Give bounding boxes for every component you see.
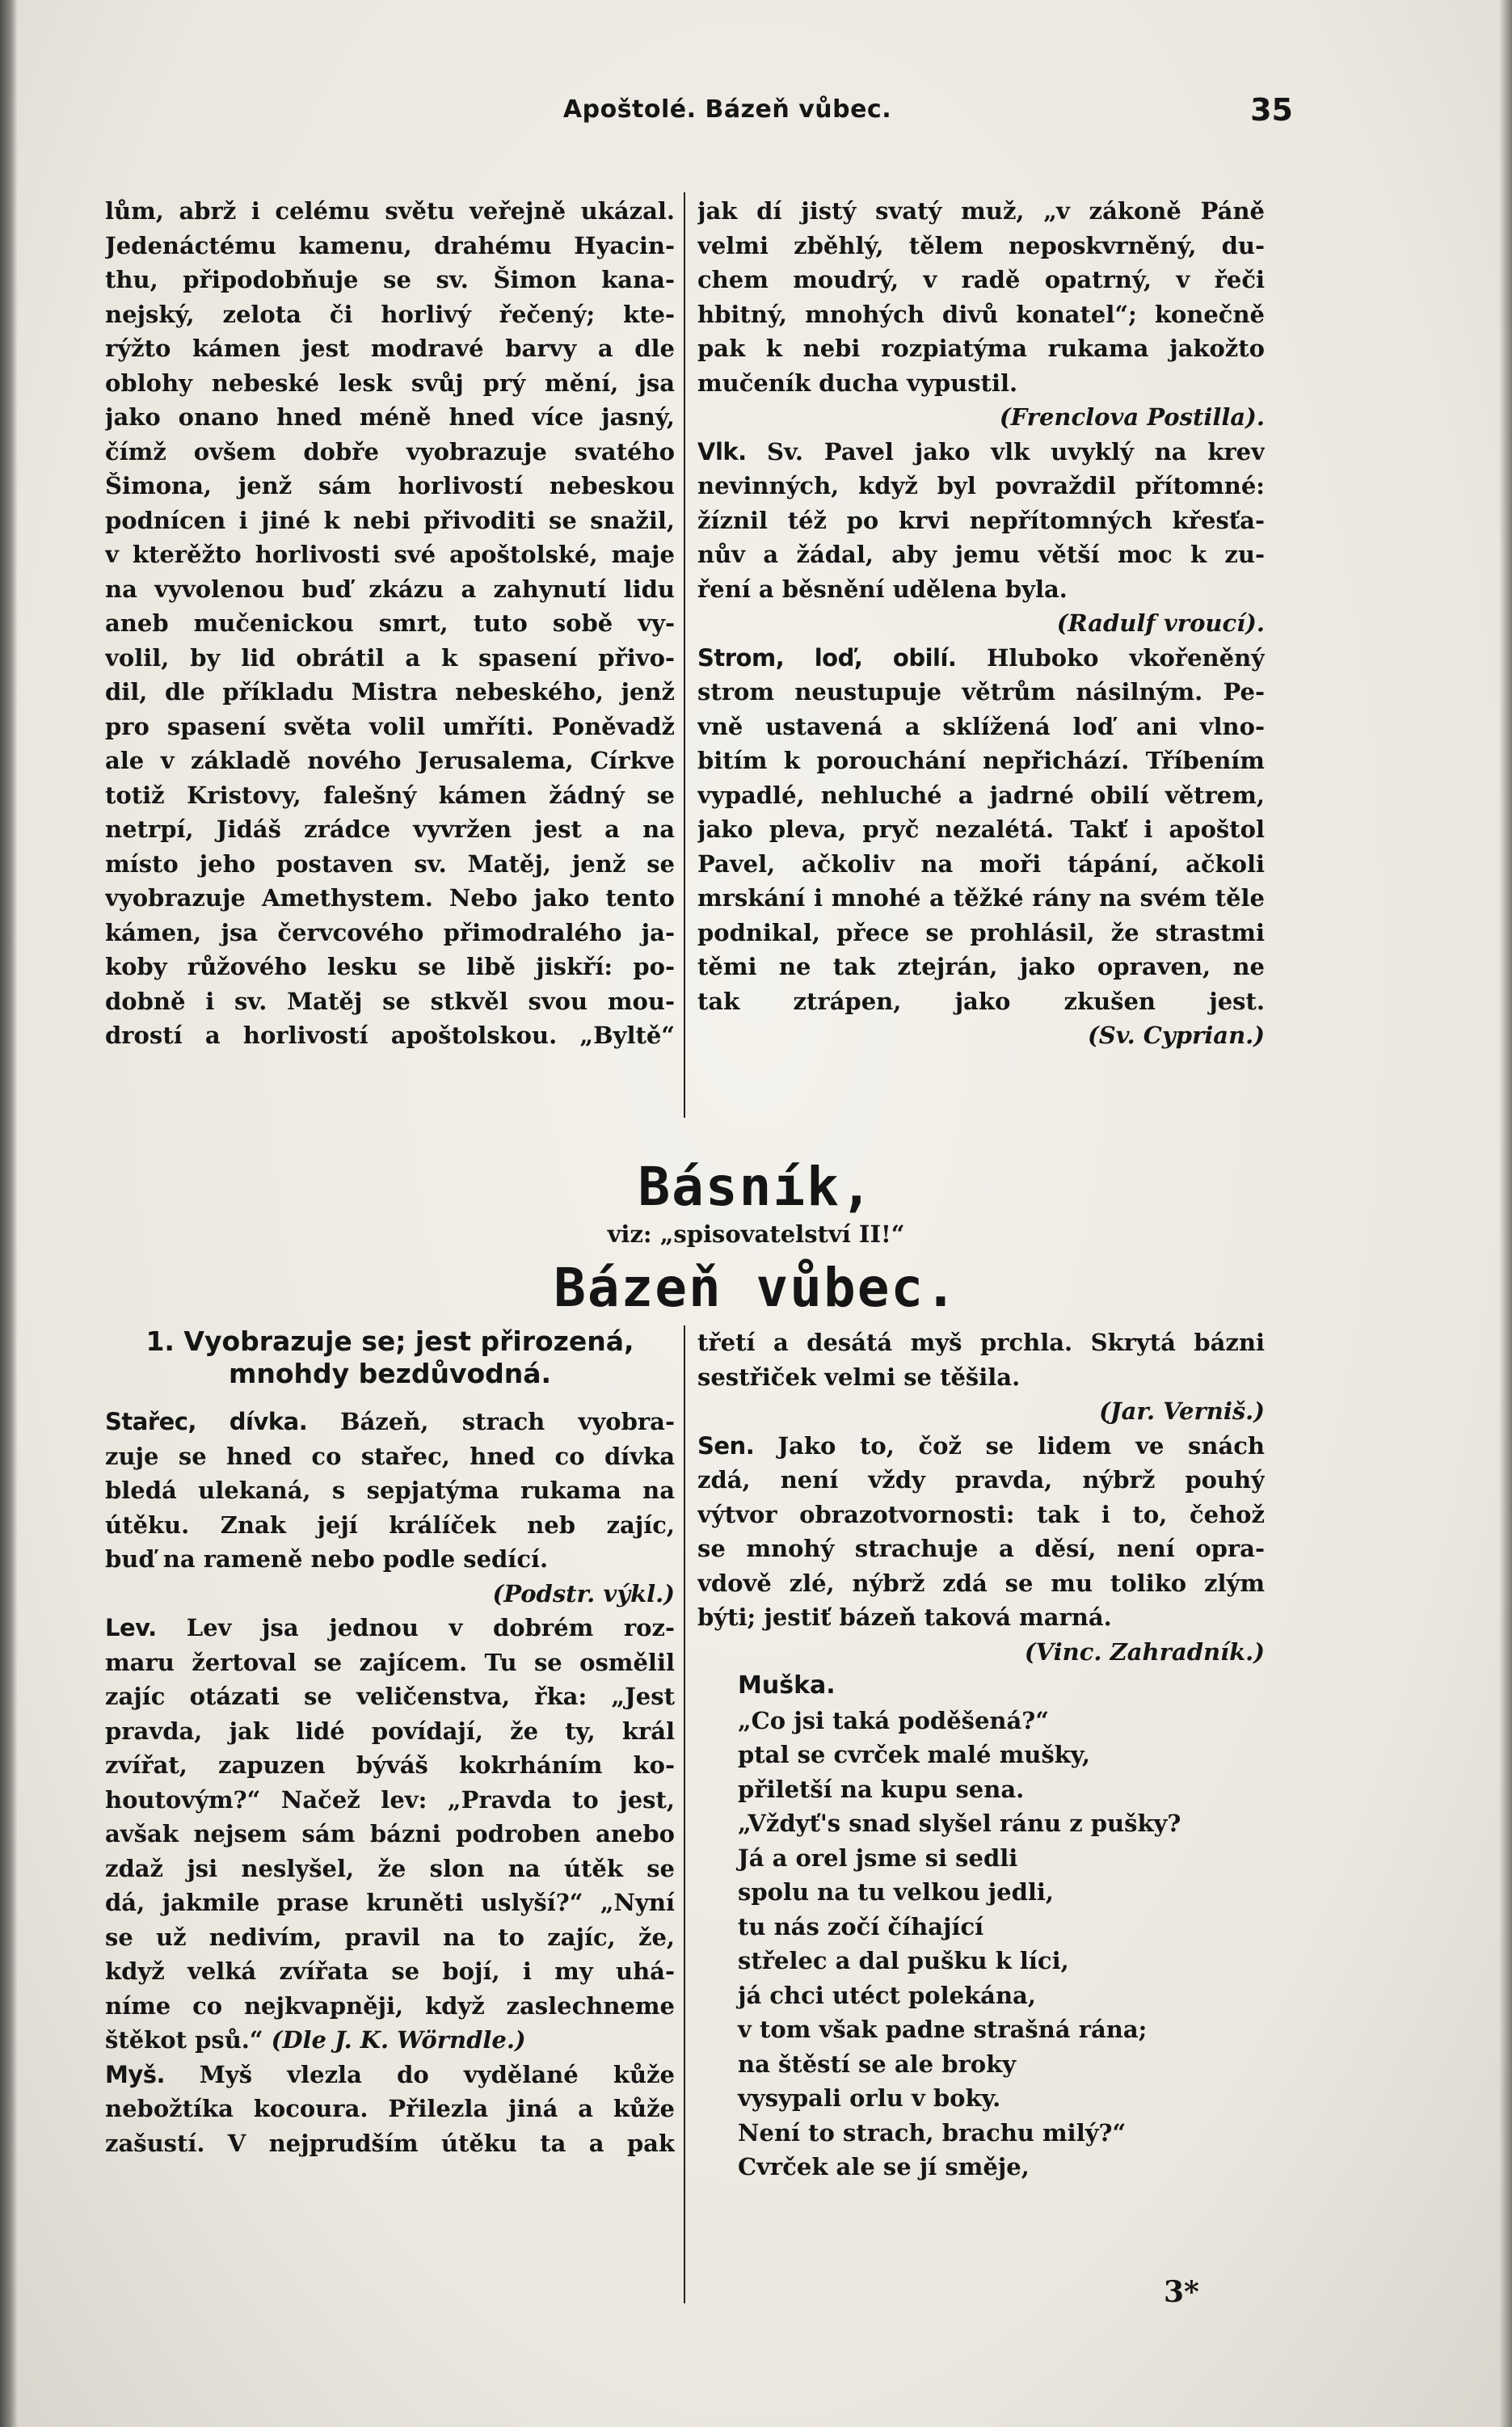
text-line: chem moudrý, v radě opatrný, v řeči: [697, 266, 1265, 293]
text-line: avšak nejsem sám bázni podroben anebo: [105, 1820, 675, 1848]
text-line: čímž ovšem dobře vyobrazuje svatého: [105, 437, 675, 466]
verse-line: tu nás zočí číhající: [738, 1912, 984, 1940]
signature-mark: 3*: [1164, 2275, 1199, 2309]
text-line: žíznil též po krvi nepřítomných křesťa-: [697, 506, 1265, 534]
text-line: tak ztrápen, jako zkušen jest.: [697, 987, 1265, 1015]
verse-line: já chci utéct polekána,: [738, 1981, 1036, 2009]
text-line: Pavel, ačkoliv na moři tápání, ačkoli: [697, 849, 1265, 878]
running-head: Apoštolé. Bázeň vůbec.: [562, 95, 892, 124]
text-line: jako onano hned méně hned více jasný,: [105, 403, 675, 431]
text-line: býti; jestiť bázeň taková marná.: [697, 1603, 1112, 1631]
text-line: drostí a horlivostí apoštolskou. „Byltě“: [105, 1022, 675, 1049]
text-line: těmi ne tak ztejrán, jako opraven, ne: [697, 953, 1265, 980]
column-bottom-left: [105, 1325, 675, 2160]
entry-line: Vlk. Sv. Pavel jako vlk uvyklý na krev: [697, 437, 1265, 466]
verse-line: spolu na tu velkou jedli,: [738, 1878, 1054, 1906]
text-line: podnikal, přece se prohlásil, že strastmi: [697, 918, 1265, 946]
text-line: nevinných, když byl povraždil přítomné:: [697, 472, 1265, 499]
entry-line: Myš. Myš vlezla do vydělané kůže: [105, 2060, 675, 2088]
entry-keyword: Lev.: [105, 1614, 187, 1641]
text-line: když velká zvířata se bojí, i my uhá-: [105, 1957, 675, 1985]
cross-reference: viz: „spisovatelství II!“: [607, 1220, 905, 1248]
text-line: bledá ulekaná, s sepjatýma rukama na: [105, 1477, 675, 1504]
verse-line: „Vždyť's snad slyšel ránu z pušky?: [738, 1810, 1181, 1837]
text-line: koby růžového lesku se libě jiskří: po-: [105, 953, 675, 980]
text-line: vně ustavená a sklížená loď ani vlno-: [697, 712, 1265, 740]
text-line: aneb mučenickou smrt, tuto sobě vy-: [105, 609, 675, 637]
text-line: jak dí jistý svatý muž, „v zákoně Páně: [697, 197, 1265, 225]
text-line: třetí a desátá myš prchla. Skrytá bázni: [697, 1329, 1265, 1356]
entry-line: Sen. Jako to, čož se lidem ve snách: [697, 1431, 1265, 1460]
text-line: maru žertoval se zajícem. Tu se osmělil: [105, 1648, 675, 1676]
text-line: zdaž jsi neslyšel, že slon na útěk se: [105, 1854, 675, 1882]
entry-line: Stařec, dívka. Bázeň, strach vyobra-: [105, 1408, 675, 1435]
verse-line: „Co jsi taká poděšená?“: [738, 1706, 1049, 1734]
verse-line: na štěstí se ale broky: [738, 2050, 1017, 2078]
text-line: jako pleva, pryč nezalétá. Takť i apoštol: [697, 815, 1265, 843]
entry-keyword: Strom, loď, obilí.: [697, 643, 987, 672]
text-line: pravda, jak lidé povídají, že ty, král: [105, 1717, 675, 1745]
page-number: 35: [1250, 92, 1293, 128]
verse-line: vysypali orlu v boky.: [738, 2084, 1001, 2112]
verse-line: ptal se cvrček malé mušky,: [738, 1741, 1090, 1768]
citation: (Sv. Cyprian.): [1088, 1022, 1265, 1049]
text-line: mučeník ducha vypustil.: [697, 369, 1018, 397]
text-line: se mnohý strachuje a děsí, není opra-: [697, 1535, 1265, 1562]
text-line: výtvor obrazotvornosti: tak i to, čehož: [697, 1500, 1265, 1528]
text-line: nebožtíka kocoura. Přilezla jiná a kůže: [105, 2095, 675, 2122]
section-title-bazen: Bázeň vůbec.: [554, 1257, 958, 1319]
text-line: sestřiček velmi se těšila.: [697, 1363, 1021, 1391]
text-line: nův a žádal, aby jemu větší moc k zu-: [697, 541, 1265, 568]
text-line: nejský, zelota či horlivý řečený; kte-: [105, 300, 675, 328]
citation: (Jar. Verniš.): [1099, 1397, 1265, 1425]
text-line: netrpí, Jidáš zrádce vyvržen jest a na: [105, 815, 675, 843]
text-line: v kterěžto horlivosti své apoštolské, maje: [105, 541, 675, 568]
text-line: houtovým?“ Načež lev: „Pravda to jest,: [105, 1785, 675, 1814]
text-line: oblohy nebeské lesk svůj prý mění, jsa: [105, 369, 675, 397]
verse-line: přiletší na kupu sena.: [738, 1775, 1025, 1803]
text-line: bitím k porouchání nepřichází. Tříbením: [697, 747, 1265, 774]
text-line: volil, by lid obrátil a k spasení přivo-: [105, 643, 675, 672]
entry-keyword: Sen.: [697, 1431, 778, 1460]
entry-keyword: Stařec, dívka.: [105, 1408, 341, 1435]
text-line: hbitný, mnohých divů konatel“; konečně: [697, 300, 1265, 328]
text-line: vyobrazuje Amethystem. Nebo jako tento: [105, 884, 675, 912]
verse-line: v tom však padne strašná rána;: [738, 2016, 1148, 2043]
subsection-heading: 1. Vyobrazuje se; jest přirozená, mnohdy bezdůvodná.: [145, 1325, 634, 1389]
entry-line: Strom, loď, obilí. Hluboko vkořeněný: [697, 643, 1265, 672]
text-line: zajíc otázati se veličenstva, řka: „Jest: [105, 1683, 675, 1710]
text-line: buď na rameně nebo podle sedící.: [105, 1545, 549, 1573]
citation: (Frenclova Postilla).: [999, 403, 1265, 431]
verse-line: Já a orel jsme si sedli: [738, 1843, 1018, 1872]
entry-line: Lev. Lev jsa jednou v dobrém roz-: [105, 1614, 675, 1641]
text-line: Šimona, jenž sám horlivostí nebeskou: [105, 472, 675, 499]
text-line: zdá, není vždy pravda, nýbrž pouhý: [697, 1466, 1265, 1494]
verse-line: střelec a dal pušku k líci,: [738, 1947, 1069, 1974]
text-line: pak k nebi rozpiatýma rukama jakožto: [697, 335, 1265, 362]
text-line: ale v základě nového Jerusalema, Církve: [105, 747, 675, 774]
text-line: mrskání i mnohé a těžké rány na svém těle: [697, 884, 1265, 912]
text-line: zvířat, zapuzen býváš kokrháním ko-: [105, 1751, 675, 1779]
text-line: thu, připodobňuje se sv. Šimon kana-: [105, 266, 675, 293]
text-line: kámen, jsa červcového přimodralého ja-: [105, 918, 675, 946]
section-title-basnik: Básník,: [638, 1156, 874, 1218]
text-line: na vyvolenou buď zkázu a zahynutí lidu: [105, 575, 675, 603]
verse-line: Není to strach, brachu milý?“: [738, 2118, 1127, 2147]
poem-title: Muška.: [738, 1671, 836, 1700]
text-line: dá, jakmile prase kruněti uslyší?“ „Nyní: [105, 1889, 675, 1916]
text-line: útěku. Znak její králíček neb zajíc,: [105, 1511, 675, 1539]
text-line: lům, abrž i celému světu veřejně ukázal.: [105, 197, 675, 225]
text-line: místo jeho postaven sv. Matěj, jenž se: [105, 849, 675, 878]
citation: (Podstr. výkl.): [492, 1579, 675, 1607]
citation: (Radulf vroucí).: [1056, 609, 1265, 637]
text-line: rýžto kámen jest modravé barvy a dle: [105, 335, 675, 362]
column-top-right: [697, 194, 1265, 1053]
text-line: pro spasení světa volil umříti. Poněvadž: [105, 712, 675, 740]
text-line: totiž Kristovy, falešný kámen žádný se: [105, 781, 675, 809]
text-line: níme co nejkvapněji, když zaslechneme: [105, 1991, 675, 2020]
verse-line: Cvrček ale se jí směje,: [738, 2153, 1030, 2181]
text-line: vdově zlé, nýbrž zdá se mu toliko zlým: [697, 1569, 1265, 1597]
text-line: se už nedivím, pravil na to zajíc, že,: [105, 1923, 675, 1951]
text-line: zuje se hned co stařec, hned co dívka: [105, 1442, 675, 1470]
column-rule-bottom: [684, 1325, 685, 2303]
text-line: dobně i sv. Matěj se stkvěl svou mou-: [105, 987, 675, 1015]
column-top-left: [105, 194, 675, 1053]
column-rule-top: [684, 192, 685, 1118]
entry-keyword: Vlk.: [697, 437, 768, 466]
text-line: ření a běsnění udělena byla.: [697, 575, 1068, 603]
text-line: zašustí. V nejprudším útěku ta a pak: [105, 2129, 675, 2157]
text-line: vypadlé, nehluché a jadrné obilí větrem,: [697, 781, 1265, 809]
text-line: podnícen i jiné k nebi přivoditi se snažil,: [105, 506, 675, 534]
text-line: velmi zběhlý, tělem neposkvrněný, du-: [697, 231, 1265, 259]
column-bottom-right: [697, 1325, 1265, 2185]
entry-keyword: Myš.: [105, 2060, 200, 2088]
text-line: Jedenáctému kamenu, drahému Hyacin-: [105, 231, 675, 259]
citation: (Vinc. Zahradník.): [1024, 1637, 1265, 1666]
text-line: dil, dle příkladu Mistra nebeského, jenž: [105, 678, 675, 706]
text-line: štěkot psů.“ (Dle J. K. Wörndle.): [105, 2026, 526, 2054]
text-line: strom neustupuje větrům násilným. Pe-: [697, 678, 1265, 706]
